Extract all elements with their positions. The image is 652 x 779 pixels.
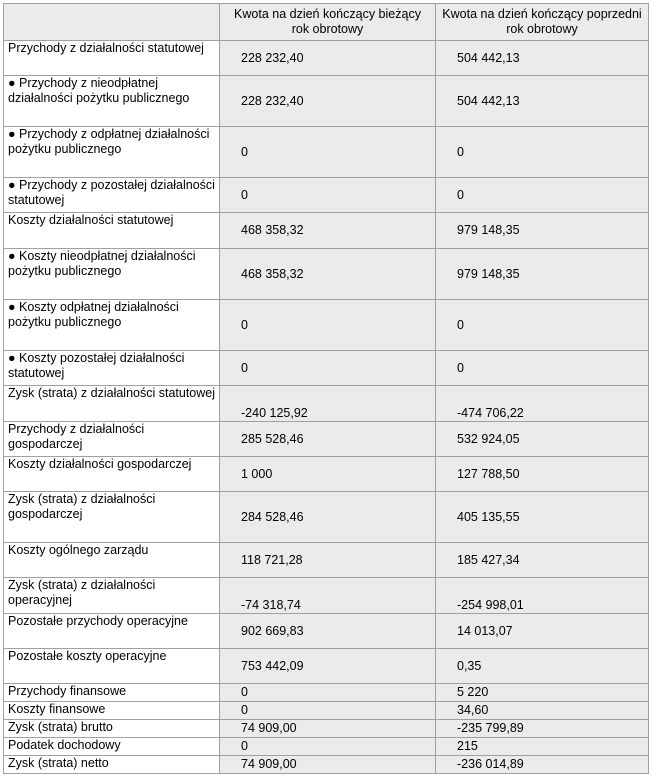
table-row <box>4 492 649 543</box>
row-label: Podatek dochodowy <box>4 738 220 756</box>
previous-year-value: -474 706,22 <box>436 386 649 422</box>
table-row <box>4 422 649 457</box>
previous-year-value: 979 148,35 <box>436 249 649 300</box>
row-label: ● Koszty odpłatnej działalności pożytku publicznego <box>4 300 220 351</box>
header-corner-cell <box>4 4 220 41</box>
row-label: ● Przychody z nieodpłatnej działalności pożytku publicznego <box>4 76 220 127</box>
previous-year-value: -236 014,89 <box>436 756 649 774</box>
current-year-value: 0 <box>220 127 436 178</box>
row-label: Przychody z działalności statutowej <box>4 41 220 76</box>
current-year-value: 753 442,09 <box>220 649 436 684</box>
current-year-value: 0 <box>220 684 436 702</box>
row-label: Pozostałe przychody operacyjne <box>4 614 220 649</box>
current-year-value: 284 528,46 <box>220 492 436 543</box>
table-row <box>4 578 649 614</box>
row-label: Pozostałe koszty operacyjne <box>4 649 220 684</box>
current-year-value: 0 <box>220 351 436 386</box>
current-year-value: 468 358,32 <box>220 249 436 300</box>
row-label: ● Koszty nieodpłatnej działalności pożytku publicznego <box>4 249 220 300</box>
current-year-value: 0 <box>220 738 436 756</box>
current-year-value: 902 669,83 <box>220 614 436 649</box>
table-row <box>4 76 649 127</box>
row-label: Koszty działalności gospodarczej <box>4 457 220 492</box>
table-row <box>4 249 649 300</box>
previous-year-value: 0 <box>436 178 649 213</box>
previous-year-value: -254 998,01 <box>436 578 649 614</box>
table-row <box>4 756 649 774</box>
table-row <box>4 684 649 702</box>
previous-year-value: 5 220 <box>436 684 649 702</box>
current-year-value: 0 <box>220 300 436 351</box>
row-label: Zysk (strata) z działalności statutowej <box>4 386 220 422</box>
current-year-value: 228 232,40 <box>220 76 436 127</box>
row-label: Koszty finansowe <box>4 702 220 720</box>
current-year-value: 118 721,28 <box>220 543 436 578</box>
previous-year-value: 0 <box>436 351 649 386</box>
table-row <box>4 614 649 649</box>
previous-year-value: 0 <box>436 127 649 178</box>
current-year-value: 285 528,46 <box>220 422 436 457</box>
row-label: Koszty ogólnego zarządu <box>4 543 220 578</box>
financial-table <box>3 3 649 774</box>
previous-year-value: 0,35 <box>436 649 649 684</box>
current-year-value: -74 318,74 <box>220 578 436 614</box>
current-year-value: 1 000 <box>220 457 436 492</box>
table-row <box>4 386 649 422</box>
table-row <box>4 649 649 684</box>
current-year-value: 228 232,40 <box>220 41 436 76</box>
row-label: Zysk (strata) netto <box>4 756 220 774</box>
row-label: ● Koszty pozostałej działalności statutowej <box>4 351 220 386</box>
previous-year-value: 0 <box>436 300 649 351</box>
current-year-value: 0 <box>220 178 436 213</box>
previous-year-value: 127 788,50 <box>436 457 649 492</box>
current-year-value: 74 909,00 <box>220 756 436 774</box>
table-row <box>4 351 649 386</box>
table-row <box>4 457 649 492</box>
table-row <box>4 543 649 578</box>
previous-year-value: 185 427,34 <box>436 543 649 578</box>
header-current-year: Kwota na dzień kończący bieżący rok obrotowy <box>220 4 436 41</box>
current-year-value: -240 125,92 <box>220 386 436 422</box>
table-row <box>4 127 649 178</box>
row-label: ● Przychody z pozostałej działalności statutowej <box>4 178 220 213</box>
previous-year-value: 532 924,05 <box>436 422 649 457</box>
current-year-value: 74 909,00 <box>220 720 436 738</box>
previous-year-value: 14 013,07 <box>436 614 649 649</box>
previous-year-value: 979 148,35 <box>436 213 649 249</box>
row-label: Zysk (strata) brutto <box>4 720 220 738</box>
table-row <box>4 41 649 76</box>
row-label: Przychody finansowe <box>4 684 220 702</box>
table-row <box>4 300 649 351</box>
previous-year-value: 504 442,13 <box>436 41 649 76</box>
previous-year-value: -235 799,89 <box>436 720 649 738</box>
row-label: Zysk (strata) z działalności operacyjnej <box>4 578 220 614</box>
header-row <box>4 4 649 41</box>
previous-year-value: 215 <box>436 738 649 756</box>
previous-year-value: 504 442,13 <box>436 76 649 127</box>
previous-year-value: 34,60 <box>436 702 649 720</box>
current-year-value: 468 358,32 <box>220 213 436 249</box>
header-previous-year: Kwota na dzień kończący poprzedni rok obrotowy <box>436 4 649 41</box>
row-label: Koszty działalności statutowej <box>4 213 220 249</box>
table-row <box>4 213 649 249</box>
table-row <box>4 738 649 756</box>
row-label: Przychody z działalności gospodarczej <box>4 422 220 457</box>
table-row <box>4 720 649 738</box>
previous-year-value: 405 135,55 <box>436 492 649 543</box>
row-label: Zysk (strata) z działalności gospodarczej <box>4 492 220 543</box>
table-row <box>4 702 649 720</box>
current-year-value: 0 <box>220 702 436 720</box>
table-row <box>4 178 649 213</box>
row-label: ● Przychody z odpłatnej działalności pożytku publicznego <box>4 127 220 178</box>
